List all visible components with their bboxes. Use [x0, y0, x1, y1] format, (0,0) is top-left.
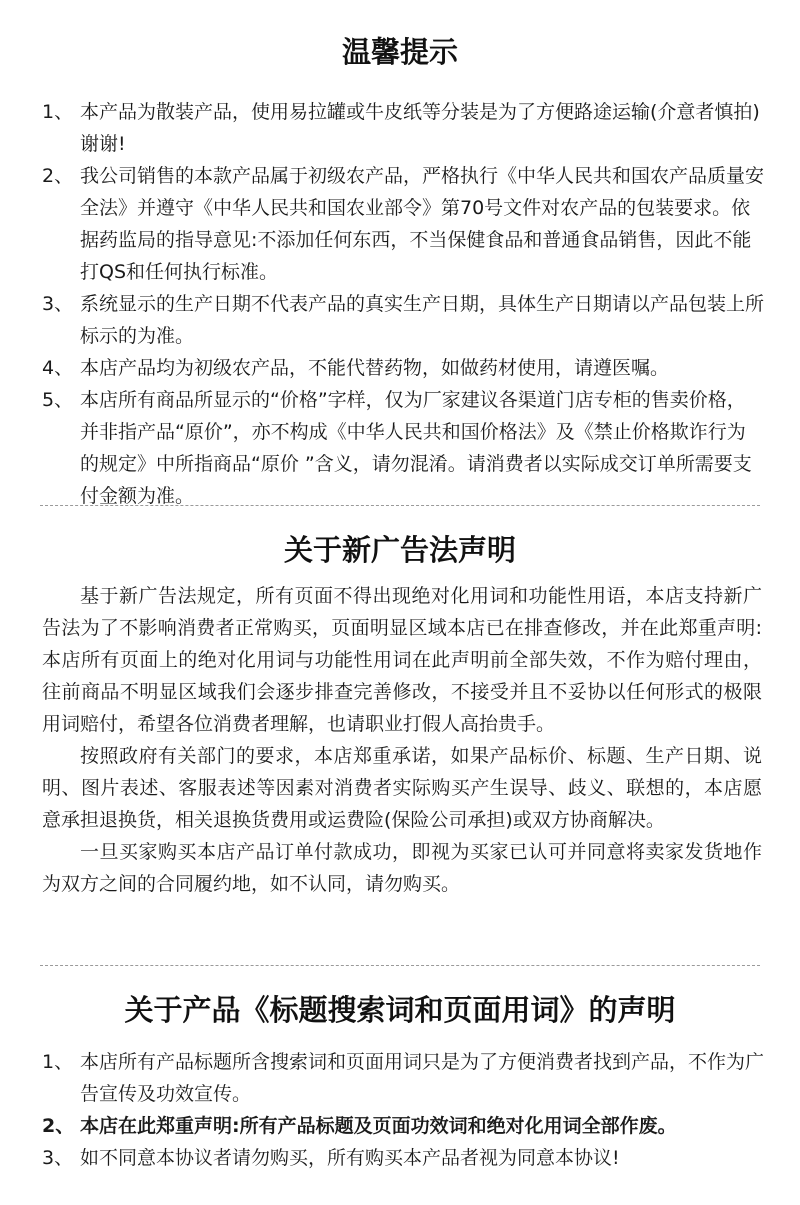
- list-item: [42, 1110, 764, 1142]
- warm-tips-list: [0, 96, 800, 512]
- list-item: [42, 160, 764, 288]
- item-text: 本店所有产品标题所含搜索词和页面用词只是为了方便消费者找到产品，不作为广告宣传及功效宣传。: [80, 1051, 765, 1105]
- item-number: 2、: [42, 165, 74, 187]
- item-text: 本店产品均为初级农产品，不能代替药物，如做药材使用，请遵医嘱。: [80, 357, 670, 379]
- item-number: 5、: [42, 389, 74, 411]
- item-text: 本店所有商品所显示的“价格”字样，仅为厂家建议各渠道门店专柜的售卖价格，并非指产品“原价”，亦不构成《中华人民共和国价格法》及《禁止价格欺诈行为的规定》中所指商品“原价 ”含义，请勿混淆。请消费者以实际成交订单所需要支付金额为准。: [80, 389, 752, 507]
- list-item: [42, 352, 764, 384]
- list-item: [42, 1142, 764, 1174]
- paragraph: 基于新广告法规定，所有页面不得出现绝对化用词和功能性用语，本店支持新广告法为了不影响消费者正常购买，页面明显区域本店已在排查修改，并在此郑重声明:本店所有页面上的绝对化用词与功能性用词在此声明前全部失效，不作为赔付理由，往前商品不明显区域我们会逐步排查完善修改，不接受并且不妥协以任何形式的极限用词赔付，希望各位消费者理解，也请职业打假人高抬贵手。: [42, 585, 762, 735]
- paragraph: 按照政府有关部门的要求，本店郑重承诺，如果产品标价、标题、生产日期、说明、图片表述、客服表述等因素对消费者实际购买产生误导、歧义、联想的，本店愿意承担退换货，相关退换货费用或运费险(保险公司承担)或双方协商解决。: [42, 745, 762, 831]
- ad-law-title: 关于新广告法声明: [283, 533, 516, 567]
- list-item: [42, 384, 764, 512]
- ad-law-body: [0, 580, 800, 900]
- item-text: 我公司销售的本款产品属于初级农产品，严格执行《中华人民共和国农产品质量安全法》并遵守《中华人民共和国农业部令》第70号文件对农产品的包装要求。依据药监局的指导意见:不添加任何东西，不当保健食品和普通食品销售，因此不能打QS和任何执行标准。: [80, 165, 765, 283]
- title-words-statement-list: [0, 1046, 800, 1174]
- item-text: 本店在此郑重声明:所有产品标题及页面功效词和绝对化用词全部作废。: [80, 1115, 677, 1137]
- warm-tips-title: 温馨提示: [341, 35, 458, 69]
- list-item: [42, 1046, 764, 1110]
- item-text: 系统显示的生产日期不代表产品的真实生产日期，具体生产日期请以产品包装上所标示的为准。: [80, 293, 765, 347]
- list-item: [42, 96, 764, 160]
- item-number: 4、: [42, 357, 74, 379]
- item-number: 3、: [42, 293, 74, 315]
- list-item: [42, 288, 764, 352]
- item-text: 本产品为散装产品，使用易拉罐或牛皮纸等分装是为了方便路途运输(介意者慎拍)谢谢!: [80, 101, 760, 155]
- item-number: 3、: [42, 1147, 74, 1169]
- dashed-divider: [40, 965, 760, 966]
- item-number: 1、: [42, 101, 74, 123]
- item-number: 2、: [42, 1115, 75, 1137]
- dashed-divider: [40, 505, 760, 506]
- paragraph: 一旦买家购买本店产品订单付款成功，即视为买家已认可并同意将卖家发货地作为双方之间的合同履约地，如不认同，请勿购买。: [42, 841, 762, 895]
- item-number: 1、: [42, 1051, 74, 1073]
- item-text: 如不同意本协议者请勿购买，所有购买本产品者视为同意本协议!: [80, 1147, 620, 1169]
- title-words-statement-title: 关于产品《标题搜索词和页面用词》的声明: [124, 993, 676, 1027]
